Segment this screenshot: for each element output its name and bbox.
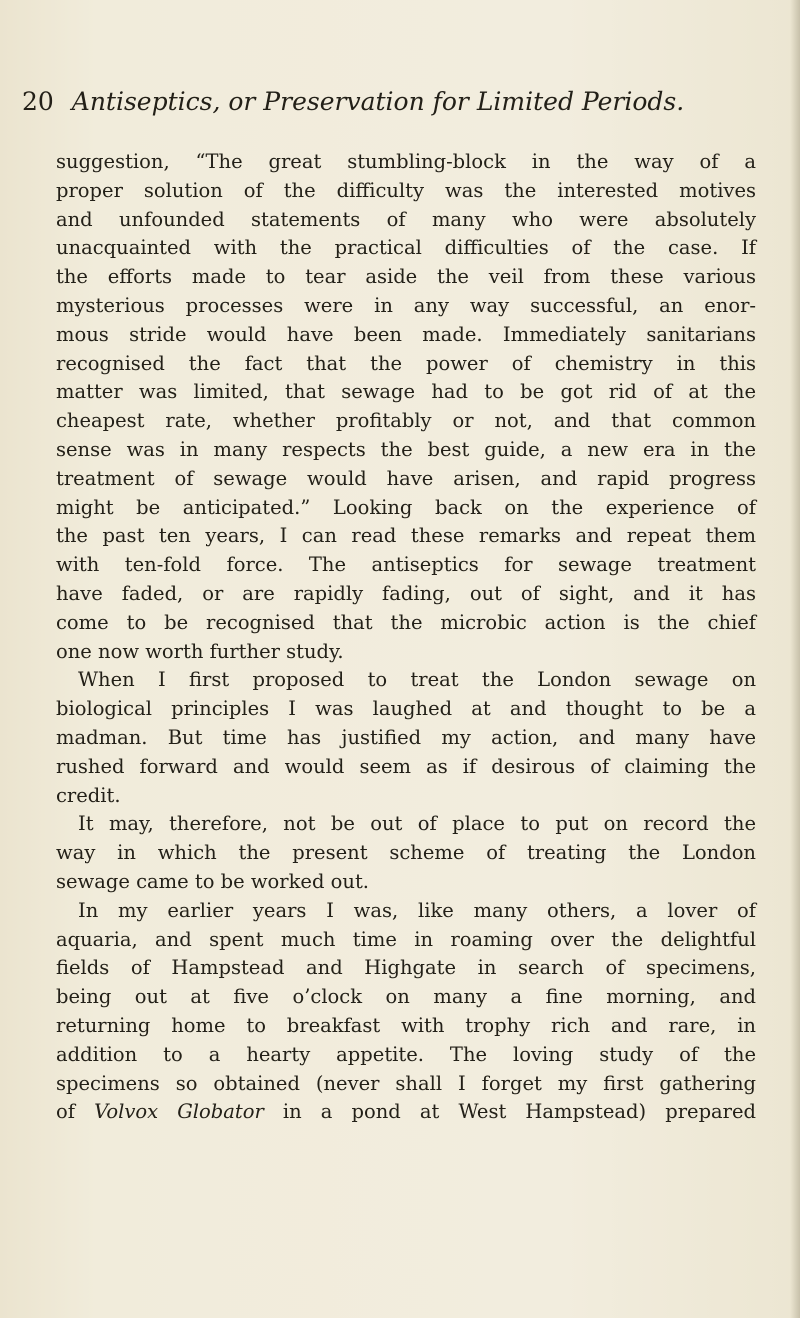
text-line: sense was in many respects the best guide, a new era in the <box>56 437 756 461</box>
text-line: proper solution of the difficulty was the interested motives <box>56 178 756 202</box>
text-line: come to be recognised that the microbic action is the chief <box>56 610 756 634</box>
text-line: unacquainted with the practical difficulties of the case. If <box>56 236 756 260</box>
text-fragment: of <box>56 1100 95 1124</box>
page-number: 20 <box>22 87 54 116</box>
text-line: and unfounded statements of many who were absolutely <box>56 207 756 231</box>
text-line: specimens so obtained (never shall I forget my first gathering <box>56 1071 756 1095</box>
page-edge-shadow <box>790 0 800 1318</box>
text-line: madman. But time has justified my action, and many have <box>56 725 756 749</box>
text-line: returning home to breakfast with trophy rich and rare, in <box>56 1013 756 1037</box>
text-line: recognised the fact that the power of chemistry in this <box>56 351 756 375</box>
text-line: matter was limited, that sewage had to be got rid of at the <box>56 380 756 404</box>
running-head <box>22 82 762 122</box>
text-line: the past ten years, I can read these remarks and repeat them <box>56 524 756 548</box>
text-fragment: in a pond at West Hampstead) prepared <box>263 1100 757 1124</box>
text-line-paragraph-end: one now worth further study. <box>56 639 344 663</box>
text-line: might be anticipated.” Looking back on the experience of <box>56 495 756 519</box>
running-title: Antiseptics, or Preservation for Limited Periods. <box>71 87 685 116</box>
text-line: aquaria, and spent much time in roaming over the delightful <box>56 927 756 951</box>
text-line: rushed forward and would seem as if desirous of claiming the <box>56 754 756 778</box>
text-line-paragraph-end: sewage came to be worked out. <box>56 869 369 893</box>
text-line: the efforts made to tear aside the veil from these various <box>56 265 756 289</box>
text-line: way in which the present scheme of treating the London <box>56 841 756 865</box>
text-line: suggestion, “The great stumbling-block in the way of a <box>56 150 756 173</box>
text-line: treatment of sewage would have arisen, and rapid progress <box>56 466 756 490</box>
text-line: with ten-fold force. The antiseptics for sewage treatment <box>56 553 756 577</box>
text-line: have faded, or are rapidly fading, out of sight, and it has <box>56 581 756 605</box>
text-line: fields of Hampstead and Highgate in search of specimens, <box>56 956 756 980</box>
text-line: mysterious processes were in any way successful, an enor- <box>56 293 756 317</box>
text-line-paragraph-start: In my earlier years I was, like many others, a lover of <box>78 898 756 922</box>
text-line: cheapest rate, whether profitably or not, and that common <box>56 409 756 433</box>
text-line: mous stride would have been made. Immediately sanitarians <box>56 322 756 346</box>
text-line: biological principles I was laughed at and thought to be a <box>56 697 756 721</box>
species-name: Volvox Globator <box>94 1100 264 1124</box>
text-line-paragraph-start: When I first proposed to treat the London sewage on <box>78 668 756 692</box>
text-line: being out at five o’clock on many a fine morning, and <box>56 985 756 1009</box>
body-text <box>56 148 756 1127</box>
text-line-final <box>56 1098 756 1127</box>
text-line-paragraph-end: credit. <box>56 783 121 807</box>
text-line: addition to a hearty appetite. The loving study of the <box>56 1042 756 1066</box>
text-line-paragraph-start: It may, therefore, not be out of place to put on record the <box>78 812 756 836</box>
